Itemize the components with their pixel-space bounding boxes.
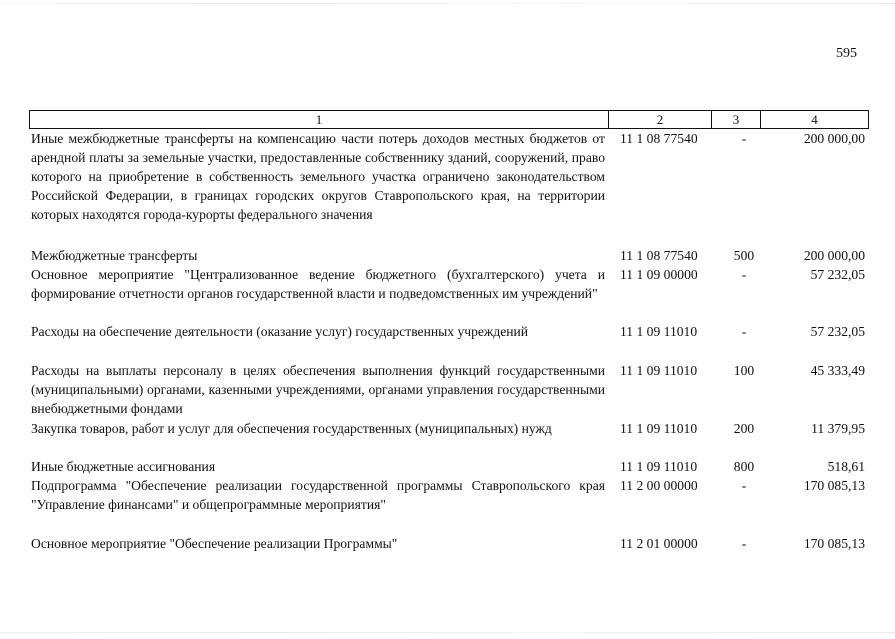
row-description: Подпрограмма "Обеспечение реализации государственной программы Ставропольского края "Управление финансами" и общепрограммные мероприятия" xyxy=(31,478,605,512)
row-code: 11 1 08 77540 xyxy=(620,248,698,263)
header-col-1: 1 xyxy=(30,111,609,128)
row-description: Межбюджетные трансферты xyxy=(31,248,198,263)
row-amount: 11 379,95 xyxy=(811,421,865,436)
row-code: 11 1 09 11010 xyxy=(620,421,698,436)
row-description: Основное мероприятие "Обеспечение реализации Программы" xyxy=(31,536,398,551)
row-description: Закупка товаров, работ и услуг для обеспечения государственных (муниципальных) нужд xyxy=(31,421,552,436)
row-code: 11 2 00 00000 xyxy=(620,478,698,493)
row-kvr: - xyxy=(741,267,747,282)
row-kvr: 500 xyxy=(733,248,755,263)
budget-table xyxy=(29,110,869,551)
row-kvr: - xyxy=(741,536,747,551)
row-amount: 200 000,00 xyxy=(803,248,865,263)
row-amount: 200 000,00 xyxy=(803,131,865,146)
row-description: Расходы на обеспечение деятельности (оказание услуг) государственных учреждений xyxy=(31,324,529,339)
header-col-4: 4 xyxy=(811,112,818,127)
row-description: Иные межбюджетные трансферты на компенсацию части потерь доходов местных бюджетов от арендной платы за земельные участки, предоставленные собственнику зданий, сооружений, право которого на приобретение в собственность земельного участка ограничено законодательством Российской Федерации, в границах городских округов Ставропольского края, на территории которых находятся города-курорты федерального значения xyxy=(31,131,605,222)
header-col-3: 3 xyxy=(712,111,761,128)
row-code: 11 1 09 11010 xyxy=(620,459,698,474)
row-description: Основное мероприятие "Централизованное ведение бюджетного (бухгалтерского) учета и формирование отчетности органов государственной власти и подведомственных им учреждений" xyxy=(31,267,605,301)
page-number: 595 xyxy=(836,46,857,61)
scan-artifact-top xyxy=(0,3,895,4)
row-kvr: 800 xyxy=(733,459,755,474)
row-kvr: - xyxy=(741,131,747,146)
header-col-2: 2 xyxy=(609,111,712,128)
row-code: 11 1 09 00000 xyxy=(620,267,698,282)
scan-artifact-bottom xyxy=(0,632,895,633)
row-amount: 57 232,05 xyxy=(810,324,865,339)
row-kvr: 100 xyxy=(733,363,755,378)
row-amount: 170 085,13 xyxy=(803,536,865,551)
row-description: Расходы на выплаты персоналу в целях обеспечения выполнения функций государственными (муниципальными) органами, казенными учреждениями, органами управления государственными внебюджетными фондами xyxy=(31,363,605,416)
row-kvr: - xyxy=(741,478,747,493)
row-code: 11 1 09 11010 xyxy=(620,324,698,339)
row-amount: 170 085,13 xyxy=(803,478,865,493)
row-amount: 518,61 xyxy=(827,459,865,474)
row-amount: 57 232,05 xyxy=(810,267,865,282)
row-code: 11 2 01 00000 xyxy=(620,536,698,551)
row-code: 11 1 08 77540 xyxy=(620,131,698,146)
row-kvr: 200 xyxy=(733,421,755,436)
row-amount: 45 333,49 xyxy=(810,363,865,378)
row-kvr: - xyxy=(741,324,747,339)
row-code: 11 1 09 11010 xyxy=(620,363,698,378)
row-description: Иные бюджетные ассигнования xyxy=(31,459,216,474)
table-header xyxy=(29,110,869,129)
